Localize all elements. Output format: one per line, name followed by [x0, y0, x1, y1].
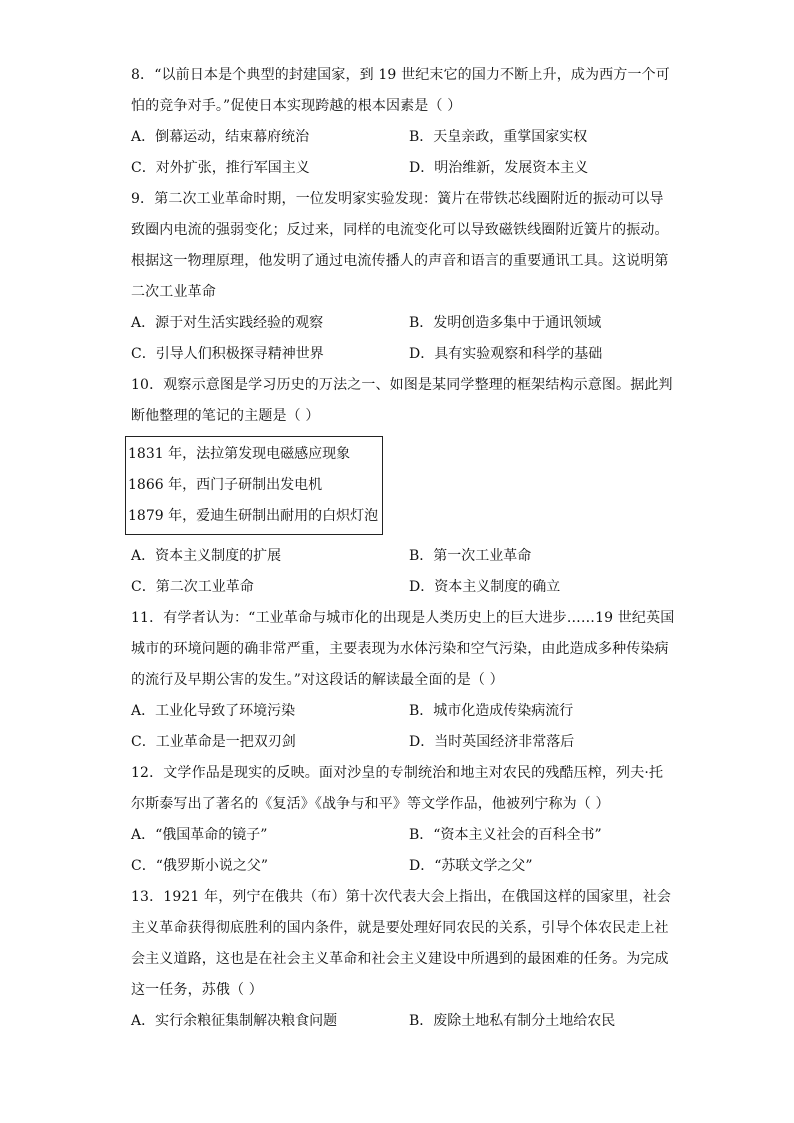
option-row: [131, 820, 671, 851]
question-text: 这一任务，苏俄（ ）: [131, 982, 263, 998]
question-text: 会主义道路，这也是在社会主义革命和社会主义建设中所遇到的最困难的任务。为完成: [131, 951, 669, 967]
option-row: [131, 308, 671, 339]
question-text: 城市的环境问题的确非常严重，主要表现为水体污染和空气污染，由此造成多种传染病: [131, 641, 669, 657]
option-row: [131, 572, 671, 603]
option-d[interactable]: D．明治维新，发展资本主义: [409, 160, 589, 176]
option-a[interactable]: A．源于对生活实践经验的观察: [131, 315, 324, 331]
timeline-entry: 1866 年，西门子研制出发电机: [128, 477, 323, 493]
question-text: 13．1921 年，列宁在俄共（布）第十次代表大会上指出，在俄国这样的国家里，社会: [131, 889, 672, 905]
question-text: 8．“以前日本是个典型的封建国家，到 19 世纪末它的国力不断上升，成为西方一个可: [131, 67, 670, 83]
timeline-entry: 1879 年，爱迪生研制出耐用的白炽灯泡: [128, 508, 379, 524]
question-text: 9．第二次工业革命时期，一位发明家实验发现：簧片在带铁芯线圈附近的振动可以导: [131, 191, 664, 207]
exam-page: [128, 60, 675, 1037]
option-c[interactable]: C．工业革命是一把双刃剑: [131, 734, 296, 750]
option-b[interactable]: B．“资本主义社会的百科全书”: [409, 827, 602, 843]
option-row: [131, 727, 671, 758]
timeline-entry: 1831 年，法拉第发现电磁感应现象: [128, 446, 351, 462]
option-c[interactable]: C．“俄罗斯小说之父”: [131, 858, 269, 874]
option-c[interactable]: C．第二次工业革命: [131, 579, 254, 595]
option-b[interactable]: B．天皇亲政，重掌国家实权: [409, 129, 588, 145]
question-text: 二次工业革命: [131, 284, 216, 300]
timeline-box: [125, 436, 383, 535]
option-row: [131, 541, 671, 572]
option-c[interactable]: C．引导人们积极探寻精神世界: [131, 346, 324, 362]
question-9: [131, 184, 671, 370]
question-text: 主义革命获得彻底胜利的国内条件，就是要处理好同农民的关系，引导个体农民走上社: [131, 920, 669, 936]
option-row: [131, 122, 671, 153]
option-row: [131, 696, 671, 727]
option-a[interactable]: A．倒幕运动，结束幕府统治: [131, 129, 310, 145]
question-text: 12．文学作品是现实的反映。面对沙皇的专制统治和地主对农民的残酷压榨，列夫·托: [131, 765, 664, 781]
question-10: [128, 370, 673, 603]
option-row: [131, 1006, 671, 1037]
option-a[interactable]: A．工业化导致了环境污染: [131, 703, 296, 719]
question-text: 的流行及早期公害的发生。”对这段话的解读最全面的是（ ）: [131, 672, 504, 688]
option-c[interactable]: C．对外扩张，推行军国主义: [131, 160, 310, 176]
option-b[interactable]: B．城市化造成传染病流行: [409, 703, 574, 719]
question-text: 11．有学者认为：“工业革命与城市化的出现是人类历史上的巨大进步……19 世纪英国: [131, 610, 675, 626]
question-11: [131, 603, 675, 758]
option-b[interactable]: B．第一次工业革命: [409, 548, 532, 564]
question-12: [131, 758, 671, 882]
question-text: 10．观察示意图是学习历史的万法之一、如图是某同学整理的框架结构示意图。据此判: [131, 377, 673, 393]
question-text: 断他整理的笔记的主题是（ ）: [131, 408, 320, 424]
option-d[interactable]: D．资本主义制度的确立: [409, 579, 561, 595]
option-d[interactable]: D．当时英国经济非常落后: [409, 734, 575, 750]
option-a[interactable]: A．实行余粮征集制解决粮食问题: [131, 1013, 338, 1029]
option-a[interactable]: A．“俄国革命的镜子”: [131, 827, 268, 843]
option-row: [131, 851, 671, 882]
question-text: 尔斯泰写出了著名的《复活》《战争与和平》等文学作品，他被列宁称为（ ）: [131, 796, 610, 812]
option-b[interactable]: B．发明创造多集中于通讯领域: [409, 315, 602, 331]
question-text: 致圈内电流的强弱变化；反过来，同样的电流变化可以导致磁铁线圈附近簧片的振动。: [131, 222, 669, 238]
option-d[interactable]: D．具有实验观察和科学的基础: [409, 346, 603, 362]
question-8: [131, 60, 671, 184]
option-b[interactable]: B．废除土地私有制分土地给农民: [409, 1013, 616, 1029]
question-13: [131, 882, 671, 1037]
option-a[interactable]: A．资本主义制度的扩展: [131, 548, 282, 564]
option-row: [131, 153, 671, 184]
option-d[interactable]: D．“苏联文学之父”: [409, 858, 533, 874]
option-row: [131, 339, 671, 370]
question-text: 怕的竞争对手。”促使日本实现跨越的根本因素是（ ）: [131, 98, 462, 114]
question-text: 根据这一物理原理，他发明了通过电流传播人的声音和语言的重要通讯工具。这说明第: [131, 253, 669, 269]
